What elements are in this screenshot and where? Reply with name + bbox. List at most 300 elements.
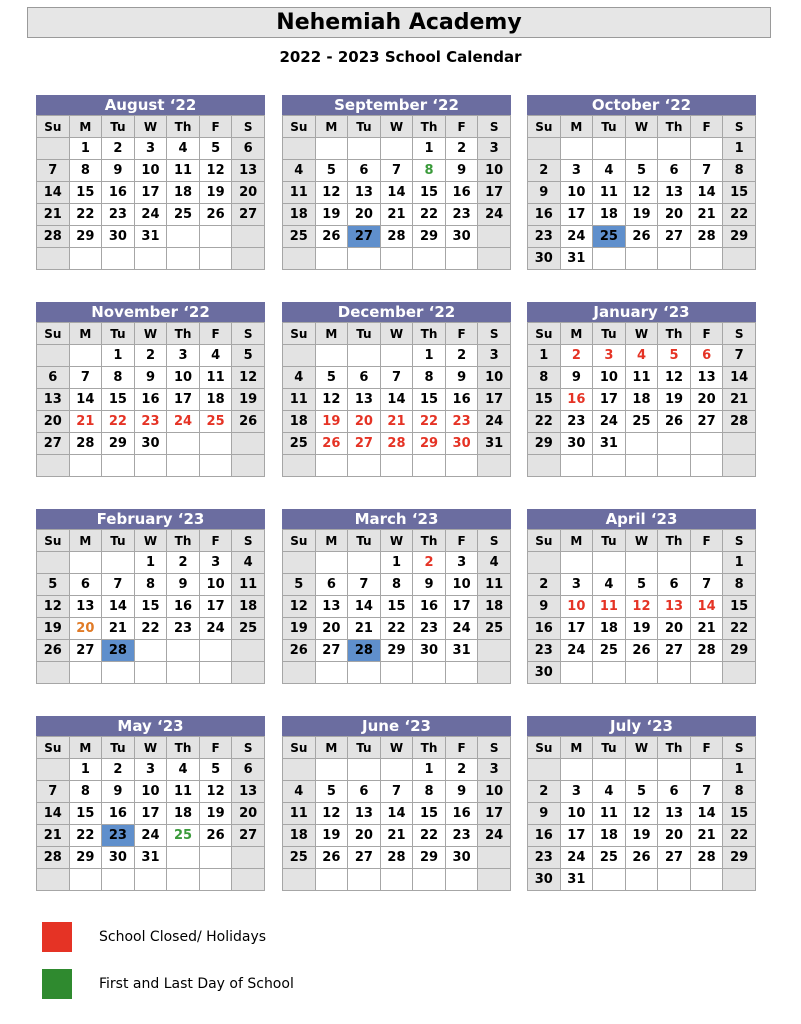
empty-cell	[528, 455, 561, 477]
day-cell: 12	[625, 803, 658, 825]
day-cell: 27	[690, 411, 723, 433]
day-cell: 30	[528, 662, 561, 684]
day-cell: 15	[723, 803, 756, 825]
month-calendar	[527, 716, 756, 891]
weekday-header: S	[232, 737, 265, 759]
empty-cell	[413, 248, 446, 270]
empty-cell	[593, 552, 626, 574]
day-cell: 9	[134, 367, 167, 389]
first-last-swatch	[42, 969, 72, 999]
day-cell: 16	[413, 596, 446, 618]
weekday-header: Su	[37, 116, 70, 138]
day-cell: 1	[413, 138, 446, 160]
day-cell: 12	[625, 182, 658, 204]
weekday-header: Tu	[102, 116, 135, 138]
day-cell: 23	[528, 226, 561, 248]
page-title: Nehemiah Academy	[27, 7, 771, 38]
empty-cell	[478, 640, 511, 662]
day-cell: 31	[478, 433, 511, 455]
empty-cell	[232, 662, 265, 684]
day-cell: 9	[102, 160, 135, 182]
day-cell: 31	[445, 640, 478, 662]
empty-cell	[315, 248, 348, 270]
day-cell: 17	[478, 803, 511, 825]
day-cell: 14	[690, 803, 723, 825]
day-cell: 1	[102, 345, 135, 367]
day-cell: 1	[134, 552, 167, 574]
empty-cell	[658, 759, 691, 781]
day-cell: 24	[134, 204, 167, 226]
day-cell: 2	[413, 552, 446, 574]
empty-cell	[283, 759, 316, 781]
empty-cell	[102, 455, 135, 477]
empty-cell	[625, 248, 658, 270]
day-cell: 15	[69, 182, 102, 204]
day-cell: 6	[348, 160, 381, 182]
weekday-header: Tu	[348, 530, 381, 552]
day-cell: 18	[625, 389, 658, 411]
weekday-header: Tu	[348, 323, 381, 345]
day-cell: 12	[199, 160, 232, 182]
weekday-header: S	[232, 323, 265, 345]
day-cell: 5	[625, 160, 658, 182]
day-cell: 29	[528, 433, 561, 455]
day-cell: 28	[380, 226, 413, 248]
day-cell: 15	[413, 803, 446, 825]
day-cell: 28	[380, 847, 413, 869]
day-cell: 23	[102, 204, 135, 226]
weekday-header: Tu	[102, 737, 135, 759]
day-cell: 17	[478, 389, 511, 411]
day-cell: 28	[69, 433, 102, 455]
empty-cell	[69, 662, 102, 684]
day-cell: 26	[658, 411, 691, 433]
month-title: November ‘22	[36, 302, 265, 322]
weekday-header: Tu	[348, 116, 381, 138]
weekday-header: F	[199, 116, 232, 138]
empty-cell	[445, 869, 478, 891]
day-cell: 23	[445, 411, 478, 433]
day-cell: 30	[445, 226, 478, 248]
weekday-header: W	[380, 737, 413, 759]
empty-cell	[167, 455, 200, 477]
empty-cell	[69, 248, 102, 270]
day-cell: 3	[134, 759, 167, 781]
day-cell: 25	[283, 226, 316, 248]
day-cell: 9	[528, 182, 561, 204]
day-cell: 2	[445, 759, 478, 781]
day-cell: 14	[380, 803, 413, 825]
day-cell: 11	[232, 574, 265, 596]
weekday-header: Th	[413, 116, 446, 138]
weekday-header: Tu	[593, 116, 626, 138]
day-cell: 15	[413, 389, 446, 411]
legend-label-first-last: First and Last Day of School	[99, 976, 294, 992]
weekday-header: W	[625, 116, 658, 138]
day-cell: 3	[199, 552, 232, 574]
day-cell: 9	[445, 160, 478, 182]
day-cell: 1	[413, 345, 446, 367]
day-cell: 23	[167, 618, 200, 640]
day-cell: 10	[560, 596, 593, 618]
day-cell: 5	[315, 781, 348, 803]
empty-cell	[380, 869, 413, 891]
empty-cell	[478, 248, 511, 270]
empty-cell	[167, 640, 200, 662]
day-cell: 5	[315, 160, 348, 182]
empty-cell	[37, 345, 70, 367]
empty-cell	[348, 455, 381, 477]
day-cell: 10	[134, 160, 167, 182]
day-cell: 3	[560, 574, 593, 596]
day-cell: 11	[593, 803, 626, 825]
day-cell: 12	[283, 596, 316, 618]
empty-cell	[37, 138, 70, 160]
day-cell: 1	[723, 759, 756, 781]
day-cell: 14	[37, 803, 70, 825]
empty-cell	[37, 552, 70, 574]
weekday-header: F	[690, 323, 723, 345]
day-cell: 27	[37, 433, 70, 455]
empty-cell	[134, 248, 167, 270]
day-cell: 10	[478, 367, 511, 389]
day-cell: 29	[413, 226, 446, 248]
page-subtitle: 2022 - 2023 School Calendar	[279, 48, 522, 66]
day-cell: 22	[723, 825, 756, 847]
day-cell: 13	[348, 803, 381, 825]
empty-cell	[625, 433, 658, 455]
day-cell: 12	[315, 803, 348, 825]
empty-cell	[315, 455, 348, 477]
day-cell: 18	[232, 596, 265, 618]
day-cell: 16	[528, 618, 561, 640]
day-cell: 18	[199, 389, 232, 411]
day-cell: 27	[348, 847, 381, 869]
day-cell: 17	[445, 596, 478, 618]
day-cell: 4	[283, 160, 316, 182]
day-cell: 26	[315, 433, 348, 455]
day-cell: 28	[37, 226, 70, 248]
day-cell: 7	[102, 574, 135, 596]
empty-cell	[723, 662, 756, 684]
empty-cell	[593, 248, 626, 270]
weekday-header: Th	[658, 737, 691, 759]
empty-cell	[283, 455, 316, 477]
day-cell: 14	[690, 596, 723, 618]
empty-cell	[380, 759, 413, 781]
day-cell: 8	[528, 367, 561, 389]
empty-cell	[658, 662, 691, 684]
day-cell: 7	[380, 781, 413, 803]
day-cell: 21	[690, 825, 723, 847]
day-cell: 8	[723, 781, 756, 803]
day-cell: 27	[658, 847, 691, 869]
day-cell: 26	[232, 411, 265, 433]
day-cell: 30	[413, 640, 446, 662]
day-cell: 24	[445, 618, 478, 640]
day-cell: 7	[37, 781, 70, 803]
day-cell: 26	[315, 226, 348, 248]
empty-cell	[723, 248, 756, 270]
empty-cell	[199, 433, 232, 455]
day-cell: 13	[690, 367, 723, 389]
weekday-header: Th	[167, 737, 200, 759]
day-cell: 1	[380, 552, 413, 574]
day-cell: 5	[199, 759, 232, 781]
day-cell: 14	[348, 596, 381, 618]
legend-first-last	[42, 969, 294, 999]
empty-cell	[134, 869, 167, 891]
weekday-header: F	[445, 116, 478, 138]
month-title: October ‘22	[527, 95, 756, 115]
weekday-header: Tu	[593, 323, 626, 345]
day-cell: 20	[348, 411, 381, 433]
empty-cell	[199, 640, 232, 662]
month-title: December ‘22	[282, 302, 511, 322]
day-cell: 18	[167, 803, 200, 825]
day-cell: 15	[380, 596, 413, 618]
day-cell: 21	[348, 618, 381, 640]
empty-cell	[134, 662, 167, 684]
day-cell: 18	[593, 825, 626, 847]
day-cell: 2	[102, 138, 135, 160]
month-calendar	[527, 302, 756, 477]
day-cell: 16	[560, 389, 593, 411]
day-cell: 6	[690, 345, 723, 367]
day-cell: 29	[102, 433, 135, 455]
weekday-header: Th	[413, 737, 446, 759]
day-cell: 1	[528, 345, 561, 367]
day-cell: 29	[69, 847, 102, 869]
day-cell: 7	[690, 781, 723, 803]
empty-cell	[413, 455, 446, 477]
day-cell: 24	[593, 411, 626, 433]
empty-cell	[348, 759, 381, 781]
day-cell: 29	[723, 640, 756, 662]
weekday-header: Th	[658, 530, 691, 552]
day-cell: 14	[37, 182, 70, 204]
month-calendar	[527, 509, 756, 684]
day-cell: 12	[658, 367, 691, 389]
day-cell: 21	[690, 204, 723, 226]
day-cell: 28	[723, 411, 756, 433]
day-cell: 12	[37, 596, 70, 618]
empty-cell	[380, 455, 413, 477]
day-cell: 5	[315, 367, 348, 389]
day-cell: 29	[413, 847, 446, 869]
weekday-header: Su	[37, 323, 70, 345]
day-cell: 10	[560, 803, 593, 825]
weekday-header: S	[478, 530, 511, 552]
day-cell: 25	[593, 226, 626, 248]
empty-cell	[528, 138, 561, 160]
day-cell: 29	[413, 433, 446, 455]
day-cell: 15	[413, 182, 446, 204]
weekday-header: F	[690, 116, 723, 138]
day-cell: 23	[445, 825, 478, 847]
day-cell: 25	[167, 825, 200, 847]
empty-cell	[199, 869, 232, 891]
day-cell: 17	[560, 825, 593, 847]
day-cell: 13	[348, 389, 381, 411]
day-cell: 28	[380, 433, 413, 455]
day-cell: 20	[69, 618, 102, 640]
weekday-header: F	[690, 737, 723, 759]
day-cell: 22	[102, 411, 135, 433]
day-cell: 8	[413, 160, 446, 182]
day-cell: 7	[37, 160, 70, 182]
day-cell: 30	[134, 433, 167, 455]
empty-cell	[348, 869, 381, 891]
empty-cell	[69, 455, 102, 477]
day-cell: 4	[283, 781, 316, 803]
day-cell: 25	[593, 847, 626, 869]
weekday-header: S	[232, 530, 265, 552]
day-cell: 8	[723, 160, 756, 182]
day-cell: 4	[625, 345, 658, 367]
weekday-header: M	[315, 116, 348, 138]
weekday-header: S	[723, 737, 756, 759]
day-cell: 19	[315, 204, 348, 226]
day-cell: 11	[593, 182, 626, 204]
day-cell: 3	[560, 160, 593, 182]
day-cell: 6	[348, 781, 381, 803]
weekday-header: W	[625, 530, 658, 552]
day-cell: 21	[37, 825, 70, 847]
day-cell: 15	[723, 182, 756, 204]
empty-cell	[690, 455, 723, 477]
day-cell: 13	[37, 389, 70, 411]
day-cell: 12	[625, 596, 658, 618]
weekday-header: Th	[413, 323, 446, 345]
day-cell: 30	[102, 226, 135, 248]
day-cell: 4	[593, 574, 626, 596]
empty-cell	[593, 869, 626, 891]
empty-cell	[658, 433, 691, 455]
empty-cell	[478, 226, 511, 248]
day-cell: 8	[102, 367, 135, 389]
empty-cell	[69, 869, 102, 891]
weekday-header: W	[625, 737, 658, 759]
weekday-header: Su	[283, 737, 316, 759]
day-cell: 31	[134, 847, 167, 869]
day-cell: 28	[348, 640, 381, 662]
empty-cell	[102, 869, 135, 891]
day-cell: 11	[593, 596, 626, 618]
day-cell: 6	[315, 574, 348, 596]
day-cell: 18	[283, 204, 316, 226]
weekday-header: M	[315, 530, 348, 552]
empty-cell	[232, 455, 265, 477]
month-calendar	[36, 95, 265, 270]
day-cell: 19	[37, 618, 70, 640]
day-cell: 27	[658, 640, 691, 662]
day-cell: 31	[593, 433, 626, 455]
day-cell: 24	[560, 226, 593, 248]
empty-cell	[232, 847, 265, 869]
weekday-header: Tu	[593, 530, 626, 552]
day-cell: 19	[199, 803, 232, 825]
day-cell: 6	[232, 138, 265, 160]
day-cell: 25	[232, 618, 265, 640]
day-cell: 29	[69, 226, 102, 248]
empty-cell	[232, 226, 265, 248]
day-cell: 9	[560, 367, 593, 389]
day-cell: 25	[593, 640, 626, 662]
month-title: August ‘22	[36, 95, 265, 115]
day-cell: 13	[232, 781, 265, 803]
empty-cell	[625, 759, 658, 781]
empty-cell	[690, 552, 723, 574]
weekday-header: M	[560, 530, 593, 552]
day-cell: 28	[690, 226, 723, 248]
empty-cell	[348, 248, 381, 270]
day-cell: 2	[528, 781, 561, 803]
day-cell: 2	[102, 759, 135, 781]
day-cell: 10	[560, 182, 593, 204]
empty-cell	[625, 552, 658, 574]
weekday-header: Th	[658, 323, 691, 345]
empty-cell	[593, 138, 626, 160]
day-cell: 5	[625, 781, 658, 803]
empty-cell	[348, 345, 381, 367]
empty-cell	[690, 433, 723, 455]
day-cell: 13	[658, 596, 691, 618]
day-cell: 20	[658, 204, 691, 226]
day-cell: 2	[445, 345, 478, 367]
day-cell: 16	[167, 596, 200, 618]
day-cell: 31	[560, 248, 593, 270]
day-cell: 17	[199, 596, 232, 618]
empty-cell	[528, 552, 561, 574]
empty-cell	[315, 552, 348, 574]
month-calendar	[36, 302, 265, 477]
day-cell: 25	[283, 433, 316, 455]
day-cell: 22	[528, 411, 561, 433]
empty-cell	[348, 662, 381, 684]
weekday-header: M	[560, 116, 593, 138]
day-cell: 14	[380, 182, 413, 204]
day-cell: 3	[167, 345, 200, 367]
day-cell: 10	[199, 574, 232, 596]
day-cell: 28	[37, 847, 70, 869]
day-cell: 16	[445, 182, 478, 204]
day-cell: 13	[315, 596, 348, 618]
day-cell: 12	[232, 367, 265, 389]
weekday-header: S	[478, 737, 511, 759]
weekday-header: W	[380, 116, 413, 138]
day-cell: 24	[199, 618, 232, 640]
day-cell: 31	[560, 869, 593, 891]
empty-cell	[625, 662, 658, 684]
empty-cell	[199, 455, 232, 477]
day-cell: 5	[625, 574, 658, 596]
empty-cell	[37, 455, 70, 477]
day-cell: 25	[283, 847, 316, 869]
day-cell: 24	[478, 825, 511, 847]
empty-cell	[658, 552, 691, 574]
day-cell: 14	[69, 389, 102, 411]
day-cell: 19	[625, 204, 658, 226]
day-cell: 30	[102, 847, 135, 869]
day-cell: 30	[445, 433, 478, 455]
day-cell: 11	[167, 781, 200, 803]
day-cell: 11	[478, 574, 511, 596]
day-cell: 8	[69, 160, 102, 182]
day-cell: 5	[232, 345, 265, 367]
month-calendar	[282, 302, 511, 477]
empty-cell	[315, 662, 348, 684]
